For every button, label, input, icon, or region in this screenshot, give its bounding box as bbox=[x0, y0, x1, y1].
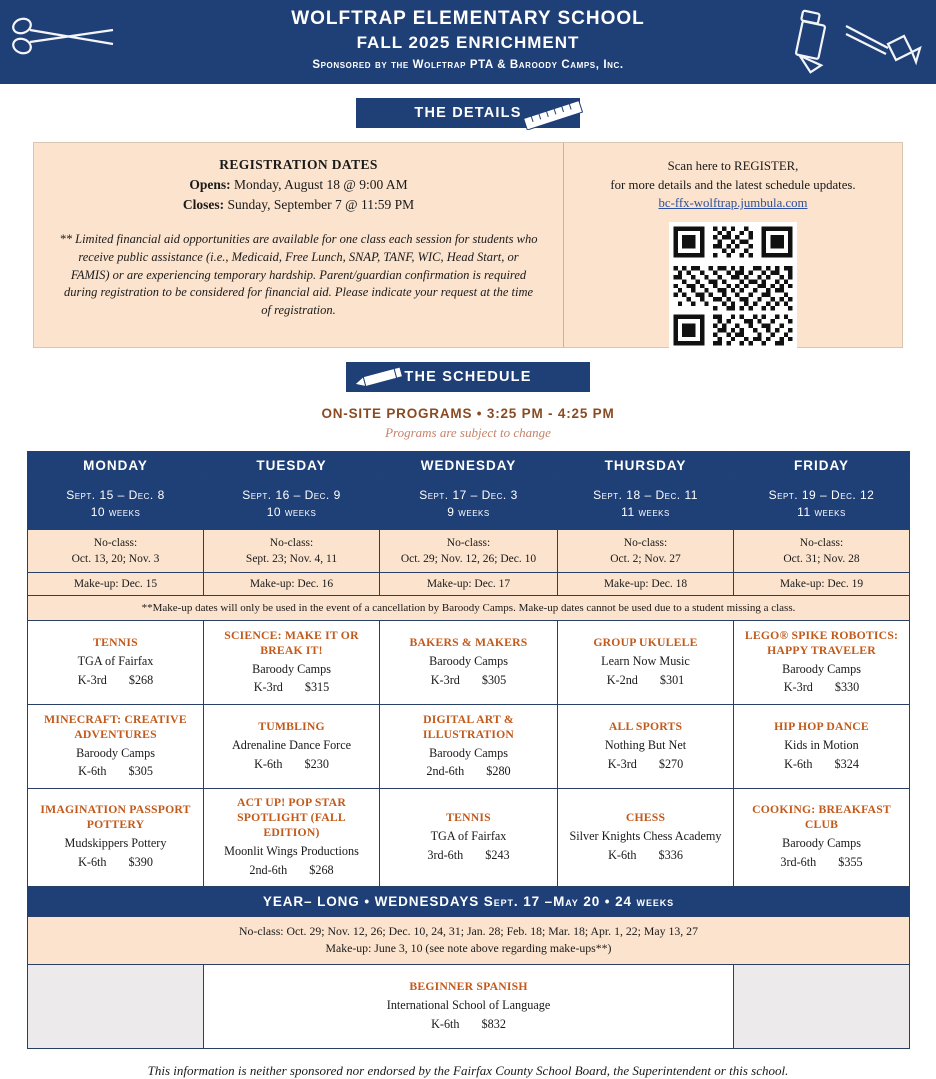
register-qr-block bbox=[564, 143, 902, 347]
qr-code-image bbox=[669, 222, 797, 350]
yearlong-heading: YEAR– LONG • WEDNESDAYS Sept. 17 –May 20 • 24 weeks bbox=[28, 886, 910, 916]
course-cell[interactable] bbox=[380, 620, 558, 704]
course-cell[interactable] bbox=[204, 704, 380, 788]
course-grades: K-6th bbox=[78, 764, 107, 779]
ruler-icon bbox=[520, 100, 588, 134]
no-class-label: No-class: bbox=[446, 536, 491, 549]
day-header-tuesday: TUESDAY bbox=[204, 452, 380, 480]
make-up-row bbox=[28, 572, 910, 595]
financial-aid-note: ** Limited financial aid opportunities are available for one class each session for students who receive public assistance (i.e., Medicaid, Free Lunch, SNAP, TANF, WIC, Head Start, or FAMIS) or are experiencing temporary hardship. Parent/guardian confirmation is required during registration to be considered for financial aid. Please indicate your request at the time of registration. bbox=[59, 232, 538, 317]
course-price: $305 bbox=[128, 764, 153, 779]
course-price: $330 bbox=[834, 680, 860, 695]
course-grades: 2nd-6th bbox=[249, 862, 288, 877]
registration-link[interactable]: bc-ffx-wolftrap.jumbula.com bbox=[658, 196, 808, 211]
schedule-table bbox=[27, 451, 910, 1049]
sponsor-line: Sponsored by the Wolftrap PTA & Baroody Camps, Inc. bbox=[312, 59, 624, 71]
date-range-wednesday bbox=[380, 480, 558, 530]
registration-title: REGISTRATION DATES bbox=[219, 157, 378, 172]
no-class-dates: Oct. 29; Nov. 12, 26; Dec. 10 bbox=[400, 552, 537, 565]
make-up-thursday: Make-up: Dec. 18 bbox=[558, 572, 734, 595]
course-meta bbox=[738, 855, 905, 870]
course-grades: K-6th bbox=[784, 756, 813, 771]
details-ribbon-label: THE DETAILS bbox=[414, 105, 522, 121]
schedule-ribbon-label: THE SCHEDULE bbox=[404, 369, 532, 385]
course-title: MINECRAFT: CREATIVE ADVENTURES bbox=[44, 712, 187, 741]
course-title: ACT UP! POP STAR SPOTLIGHT (FALL EDITION) bbox=[237, 795, 346, 839]
course-title: IMAGINATION PASSPORT POTTERY bbox=[40, 803, 191, 832]
yearlong-course-row bbox=[28, 965, 910, 1049]
course-title: GROUP UKULELE bbox=[593, 636, 698, 650]
yearlong-no-class: No-class: Oct. 29; Nov. 12, 26; Dec. 10, 24, 31; Jan. 28; Feb. 18; Mar. 18; Apr. 1, 22; May 13, 27 bbox=[239, 923, 698, 938]
course-provider: TGA of Fairfax bbox=[77, 654, 154, 669]
yearlong-empty-left bbox=[28, 965, 204, 1049]
scissors-icon bbox=[8, 14, 128, 62]
course-title: BEGINNER SPANISH bbox=[409, 980, 528, 994]
page-header bbox=[0, 0, 936, 84]
course-title: LEGO® SPIKE ROBOTICS: HAPPY TRAVELER bbox=[744, 628, 899, 657]
course-title: DIGITAL ART & ILLUSTRATION bbox=[422, 712, 515, 741]
closes-value: Sunday, September 7 @ 11:59 PM bbox=[227, 197, 415, 212]
make-up-monday: Make-up: Dec. 15 bbox=[28, 572, 204, 595]
course-grades: K-6th bbox=[78, 855, 107, 870]
no-class-friday bbox=[734, 529, 910, 572]
course-price: $270 bbox=[658, 756, 684, 771]
table-header-row bbox=[28, 452, 910, 480]
course-provider: Learn Now Music bbox=[601, 654, 690, 669]
course-meta bbox=[208, 1017, 729, 1032]
day-header-monday: MONDAY bbox=[28, 452, 204, 480]
course-meta bbox=[208, 757, 375, 772]
course-title: SCIENCE: MAKE IT OR BREAK IT! bbox=[224, 628, 359, 657]
course-provider: Baroody Camps bbox=[782, 661, 861, 676]
course-provider: Baroody Camps bbox=[252, 661, 331, 676]
course-grades: K-3rd bbox=[607, 756, 637, 771]
no-class-label: No-class: bbox=[623, 536, 668, 549]
course-cell[interactable] bbox=[734, 620, 910, 704]
course-price: $336 bbox=[658, 847, 683, 862]
course-provider: Moonlit Wings Productions bbox=[224, 843, 359, 858]
course-title: HIP HOP DANCE bbox=[774, 720, 869, 734]
no-class-row bbox=[28, 529, 910, 572]
course-grades: K-6th bbox=[431, 1017, 460, 1032]
no-class-dates: Oct. 2; Nov. 27 bbox=[610, 552, 681, 565]
weeks-text: 10 weeks bbox=[90, 505, 141, 520]
course-grades: K-2nd bbox=[606, 672, 638, 687]
date-range-tuesday bbox=[204, 480, 380, 530]
pencil-icon bbox=[352, 367, 404, 393]
range-text: Sept. 19 – Dec. 12 bbox=[768, 488, 875, 502]
details-panel bbox=[33, 142, 903, 348]
course-cell[interactable] bbox=[28, 620, 204, 704]
make-up-note: **Make-up dates will only be used in the event of a cancellation by Baroody Camps. Make-up dates cannot be used due to a student missing a class. bbox=[28, 595, 910, 620]
date-range-row bbox=[28, 480, 910, 530]
course-cell[interactable] bbox=[558, 620, 734, 704]
course-cell[interactable] bbox=[558, 788, 734, 886]
course-meta bbox=[32, 764, 199, 779]
weeks-text: 11 weeks bbox=[797, 505, 846, 520]
course-cell[interactable] bbox=[734, 788, 910, 886]
schedule-ribbon bbox=[346, 362, 589, 392]
yearlong-course-cell[interactable] bbox=[204, 965, 734, 1049]
no-class-tuesday bbox=[204, 529, 380, 572]
yearlong-dates bbox=[28, 916, 910, 964]
weeks-text: 9 weeks bbox=[447, 505, 490, 520]
date-range-friday bbox=[734, 480, 910, 530]
no-class-dates: Oct. 31; Nov. 28 bbox=[783, 552, 860, 565]
course-meta bbox=[738, 680, 905, 695]
marker-icon bbox=[784, 8, 844, 74]
school-title: WOLFTRAP ELEMENTARY SCHOOL bbox=[291, 8, 645, 29]
no-class-thursday bbox=[558, 529, 734, 572]
course-provider: International School of Language bbox=[386, 998, 551, 1013]
registration-info bbox=[34, 143, 564, 347]
day-header-thursday: THURSDAY bbox=[558, 452, 734, 480]
course-meta bbox=[32, 855, 199, 870]
yearlong-make-up: Make-up: June 3, 10 (see note above regarding make-ups**) bbox=[325, 941, 612, 956]
course-provider: Baroody Camps bbox=[76, 745, 155, 760]
course-cell[interactable] bbox=[204, 788, 380, 886]
qr-code[interactable] bbox=[574, 222, 892, 350]
scan-line-1: Scan here to REGISTER, bbox=[667, 159, 799, 173]
course-provider: Mudskippers Pottery bbox=[64, 836, 167, 851]
course-cell[interactable] bbox=[558, 704, 734, 788]
course-price: $243 bbox=[485, 847, 510, 862]
course-price: $390 bbox=[128, 855, 153, 870]
course-cell[interactable] bbox=[380, 788, 558, 886]
course-title: BAKERS & MAKERS bbox=[409, 636, 528, 650]
course-meta bbox=[208, 680, 375, 695]
course-meta bbox=[562, 848, 729, 863]
make-up-note-row bbox=[28, 595, 910, 620]
registration-opens bbox=[52, 177, 545, 193]
course-provider: Baroody Camps bbox=[782, 836, 861, 851]
course-price: $324 bbox=[834, 756, 859, 771]
day-header-wednesday: WEDNESDAY bbox=[380, 452, 558, 480]
range-text: Sept. 16 – Dec. 9 bbox=[242, 488, 341, 502]
range-text: Sept. 18 – Dec. 11 bbox=[593, 488, 698, 502]
course-provider: Nothing But Net bbox=[604, 738, 687, 753]
registration-closes bbox=[52, 197, 545, 213]
course-grades: K-3rd bbox=[253, 680, 283, 695]
course-cell[interactable] bbox=[734, 704, 910, 788]
course-grades: K-6th bbox=[254, 756, 283, 771]
make-up-wednesday: Make-up: Dec. 17 bbox=[380, 572, 558, 595]
course-provider: Silver Knights Chess Academy bbox=[569, 828, 722, 843]
make-up-friday: Make-up: Dec. 19 bbox=[734, 572, 910, 595]
course-price: $832 bbox=[481, 1017, 506, 1032]
course-price: $315 bbox=[304, 680, 330, 695]
course-cell[interactable] bbox=[380, 704, 558, 788]
no-class-dates: Oct. 13, 20; Nov. 3 bbox=[71, 552, 160, 565]
range-text: Sept. 17 – Dec. 3 bbox=[419, 488, 518, 502]
opens-value: Monday, August 18 @ 9:00 AM bbox=[234, 177, 408, 192]
make-up-tuesday: Make-up: Dec. 16 bbox=[204, 572, 380, 595]
course-price: $268 bbox=[309, 862, 334, 877]
paintbrush-icon bbox=[842, 18, 922, 70]
course-meta bbox=[738, 757, 905, 772]
course-provider: Baroody Camps bbox=[429, 745, 508, 760]
course-grades: K-3rd bbox=[430, 672, 460, 687]
program-title: FALL 2025 ENRICHMENT bbox=[356, 33, 580, 52]
course-cell[interactable] bbox=[28, 704, 204, 788]
course-provider: Baroody Camps bbox=[429, 654, 508, 669]
course-meta bbox=[384, 764, 553, 779]
opens-label: Opens: bbox=[189, 177, 231, 192]
date-range-thursday bbox=[558, 480, 734, 530]
course-provider: Kids in Motion bbox=[784, 738, 859, 753]
course-meta bbox=[32, 673, 199, 688]
no-class-label: No-class: bbox=[93, 536, 138, 549]
course-grades: 3rd-6th bbox=[427, 847, 464, 862]
course-title: TUMBLING bbox=[258, 720, 325, 734]
course-price: $280 bbox=[486, 764, 511, 779]
disclaimer-footer: This information is neither sponsored nor endorsed by the Fairfax County School Board, the Superintendent or this school. bbox=[147, 1063, 789, 1079]
course-row bbox=[28, 788, 910, 886]
course-cell[interactable] bbox=[204, 620, 380, 704]
weeks-text: 10 weeks bbox=[266, 505, 317, 520]
course-title: ALL SPORTS bbox=[608, 720, 683, 734]
yearlong-header-row bbox=[28, 886, 910, 916]
course-title: TENNIS bbox=[93, 636, 138, 650]
course-provider: Adrenaline Dance Force bbox=[231, 738, 352, 753]
course-price: $305 bbox=[481, 672, 507, 687]
course-meta bbox=[562, 673, 729, 688]
no-class-label: No-class: bbox=[799, 536, 844, 549]
course-grades: 3rd-6th bbox=[780, 855, 817, 870]
date-range-monday bbox=[28, 480, 204, 530]
course-meta bbox=[384, 673, 553, 688]
subject-to-change-note: Programs are subject to change bbox=[385, 425, 551, 440]
details-ribbon bbox=[356, 98, 579, 128]
weeks-text: 11 weeks bbox=[621, 505, 670, 520]
course-price: $355 bbox=[838, 855, 863, 870]
course-title: TENNIS bbox=[446, 810, 491, 824]
no-class-monday bbox=[28, 529, 204, 572]
details-ribbon-wrap bbox=[0, 98, 936, 128]
course-row bbox=[28, 620, 910, 704]
course-price: $268 bbox=[128, 672, 154, 687]
course-title: CHESS bbox=[625, 810, 666, 824]
course-provider: TGA of Fairfax bbox=[430, 828, 507, 843]
closes-label: Closes: bbox=[182, 197, 225, 212]
onsite-programs-heading: ON-SITE PROGRAMS • 3:25 PM - 4:25 PM bbox=[321, 406, 615, 421]
course-price: $301 bbox=[659, 672, 685, 687]
course-meta bbox=[562, 757, 729, 772]
course-grades: K-3rd bbox=[783, 680, 813, 695]
course-grades: K-6th bbox=[608, 847, 637, 862]
course-grades: K-3rd bbox=[77, 672, 107, 687]
no-class-label: No-class: bbox=[269, 536, 314, 549]
no-class-wednesday bbox=[380, 529, 558, 572]
scan-line-2: for more details and the latest schedule updates. bbox=[610, 177, 856, 192]
course-grades: 2nd-6th bbox=[426, 764, 465, 779]
yearlong-note-row bbox=[28, 916, 910, 964]
schedule-ribbon-wrap bbox=[0, 362, 936, 392]
range-text: Sept. 15 – Dec. 8 bbox=[66, 488, 165, 502]
course-row bbox=[28, 704, 910, 788]
course-title: COOKING: BREAKFAST CLUB bbox=[752, 803, 891, 832]
day-header-friday: FRIDAY bbox=[734, 452, 910, 480]
course-cell[interactable] bbox=[28, 788, 204, 886]
yearlong-empty-right bbox=[734, 965, 910, 1049]
course-meta bbox=[208, 863, 375, 878]
course-price: $230 bbox=[304, 756, 329, 771]
course-meta bbox=[384, 848, 553, 863]
no-class-dates: Sept. 23; Nov. 4, 11 bbox=[245, 552, 338, 565]
